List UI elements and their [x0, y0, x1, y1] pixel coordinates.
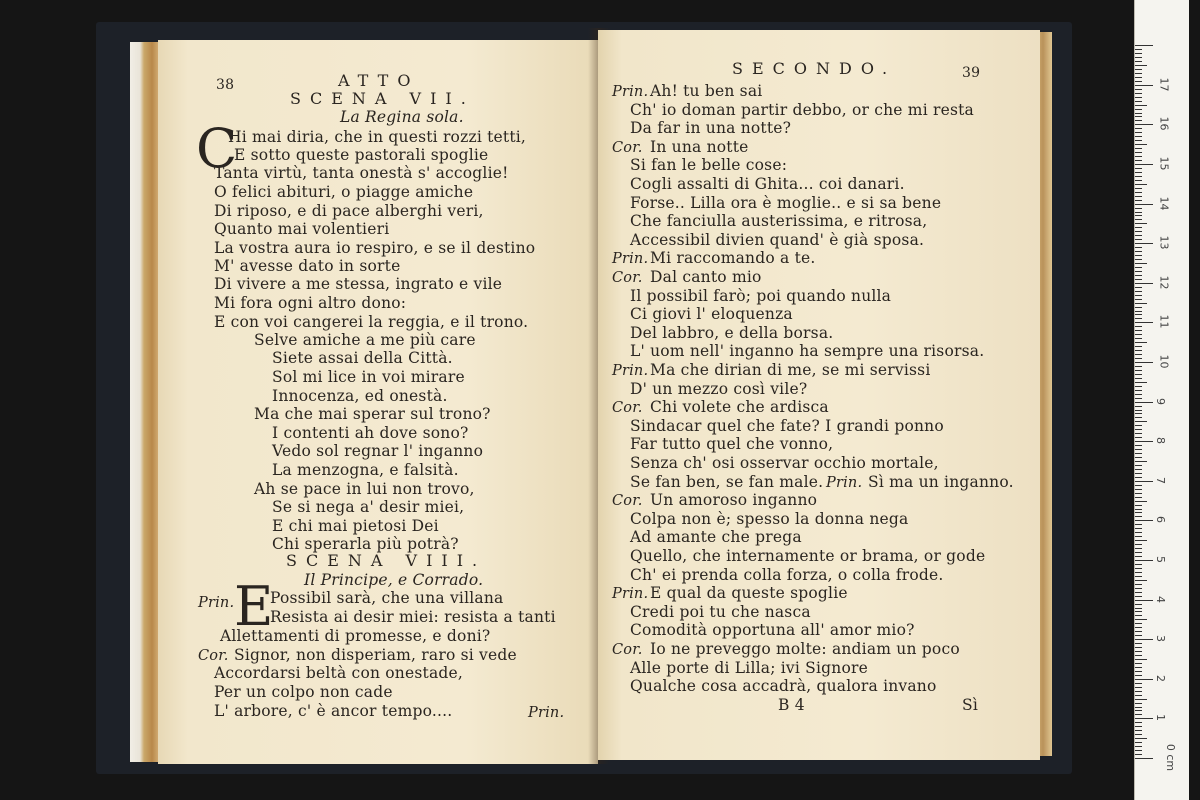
- ruler-tick: [1135, 144, 1147, 145]
- ruler-tick: [1135, 77, 1142, 78]
- ruler-tick: [1135, 148, 1142, 149]
- right-running-head: SECONDO.: [732, 59, 897, 78]
- ruler-tick: [1135, 449, 1142, 450]
- dialogue-line: Mi raccomando a te.: [650, 249, 816, 268]
- ruler-tick: [1135, 128, 1142, 129]
- ruler-tick: [1135, 687, 1142, 688]
- dialogue-line: Allettamenti di promesse, e doni?: [220, 627, 491, 645]
- ruler-tick: [1135, 746, 1142, 747]
- ruler-tick: [1135, 663, 1142, 664]
- ruler-tick: [1135, 667, 1142, 668]
- ruler-tick: [1135, 330, 1142, 331]
- ruler-label: 1: [1154, 714, 1167, 722]
- ruler-tick: [1135, 536, 1142, 537]
- ruler-tick: [1135, 750, 1142, 751]
- ruler-tick: [1135, 576, 1142, 577]
- ruler-tick: [1135, 247, 1142, 248]
- ruler-tick: [1135, 524, 1142, 525]
- verse-line: Innocenza, ed onestà.: [272, 387, 448, 405]
- ruler-tick: [1135, 623, 1142, 624]
- ruler-label: 0 cm: [1164, 743, 1178, 772]
- ruler-tick: [1135, 101, 1142, 102]
- verse-line: Se si nega a' desir miei,: [272, 498, 465, 516]
- ruler-tick: [1135, 354, 1142, 355]
- ruler-tick: [1135, 105, 1147, 106]
- ruler-tick: [1135, 394, 1142, 395]
- verse-line: I contenti ah dove sono?: [272, 424, 469, 442]
- ruler-tick: [1135, 156, 1142, 157]
- ruler-tick: [1135, 580, 1147, 581]
- verse-line: Vedo sol regnar l' inganno: [272, 442, 484, 460]
- catchword: Prin.: [528, 705, 565, 721]
- ruler-label: 4: [1154, 595, 1167, 603]
- ruler-tick: [1135, 699, 1147, 700]
- ruler-tick: [1135, 235, 1142, 236]
- ruler-tick: [1135, 596, 1142, 597]
- right-page-number: 39: [962, 65, 981, 81]
- dialogue-line: Qualche cosa accadrà, qualora invano: [630, 677, 937, 696]
- ruler-label: 10: [1157, 354, 1171, 369]
- dialogue-line: E qual da queste spoglie: [650, 584, 848, 603]
- ruler-tick: [1135, 291, 1142, 292]
- ruler-tick: [1135, 437, 1142, 438]
- speaker-label: Cor.: [612, 400, 643, 417]
- dialogue-line: Ch' io doman partir debbo, or che mi resta: [630, 100, 974, 119]
- speaker-label: Cor.: [612, 493, 643, 510]
- ruler-tick: [1135, 619, 1147, 620]
- ruler-tick: [1135, 358, 1142, 359]
- ruler-tick: [1135, 231, 1142, 232]
- ruler-tick: [1135, 89, 1142, 90]
- dialogue-line: Alle porte di Lilla; ivi Signore: [630, 658, 868, 677]
- ruler-tick: [1135, 540, 1147, 541]
- ruler-tick: [1135, 600, 1153, 601]
- ruler-tick: [1135, 635, 1142, 636]
- ruler-tick: [1135, 215, 1142, 216]
- dialogue-line: Chi volete che ardisca: [650, 398, 829, 417]
- scene7-title: SCENA VII.: [290, 89, 475, 108]
- dialogue-line: Forse.. Lilla ora è moglie.. e si sa bene: [630, 193, 942, 212]
- ruler-tick: [1135, 675, 1142, 676]
- scene8-title: SCENA VIII.: [286, 551, 487, 570]
- ruler-tick: [1135, 695, 1142, 696]
- ruler-label: 5: [1154, 556, 1167, 563]
- verse-line: E chi mai pietosi Dei: [272, 517, 439, 535]
- ruler-tick: [1135, 758, 1153, 759]
- ruler-tick: [1135, 386, 1142, 387]
- dialogue-line: Il possibil farò; poi quando nulla: [630, 286, 892, 305]
- ruler-tick: [1135, 429, 1142, 430]
- ruler-label: 11: [1157, 314, 1171, 329]
- ruler-tick: [1135, 528, 1142, 529]
- ruler-label: 7: [1154, 476, 1167, 484]
- ruler-tick: [1135, 433, 1142, 434]
- ruler-tick: [1135, 477, 1142, 478]
- ruler-tick: [1135, 611, 1142, 612]
- ruler-tick: [1135, 164, 1153, 165]
- ruler-label: 2: [1154, 674, 1167, 682]
- ruler-tick: [1135, 172, 1142, 173]
- dialogue-line: L' uom nell' inganno ha sempre una risorsa.: [630, 342, 985, 361]
- ruler-tick: [1135, 192, 1142, 193]
- ruler-tick: [1135, 322, 1153, 323]
- verse-line: Ma che mai sperar sul trono?: [254, 405, 491, 423]
- dialogue-line: Io ne preveggo molte: andiam un poco: [650, 640, 960, 658]
- speaker-label: Prin.: [612, 363, 649, 379]
- dialogue-line: Credi poi tu che nasca: [630, 602, 811, 621]
- dialogue-line: Se fan ben, se fan male.: [630, 472, 824, 491]
- speaker-label: Prin.: [612, 586, 649, 603]
- ruler-tick: [1135, 485, 1142, 486]
- ruler-tick: [1135, 647, 1142, 648]
- scene8-direction: Il Principe, e Corrado.: [304, 571, 484, 589]
- ruler-tick: [1135, 398, 1142, 399]
- ruler-tick: [1135, 465, 1142, 466]
- ruler-tick: [1135, 568, 1142, 569]
- scene7-direction: La Regina sola.: [340, 108, 464, 126]
- ruler-tick: [1135, 473, 1142, 474]
- ruler-tick: [1135, 342, 1147, 343]
- ruler-tick: [1135, 366, 1142, 367]
- ruler-tick: [1135, 69, 1142, 70]
- ruler-tick: [1135, 639, 1153, 640]
- ruler-tick: [1135, 489, 1142, 490]
- ruler-label: 3: [1154, 635, 1167, 643]
- ruler-tick: [1135, 180, 1142, 181]
- dialogue-line: L' arbore, c' è ancor tempo....: [214, 702, 453, 720]
- ruler-tick: [1135, 509, 1142, 510]
- drop-cap-e: E: [234, 575, 274, 638]
- ruler-tick: [1135, 326, 1142, 327]
- ruler-tick: [1135, 346, 1142, 347]
- verse-line: Di vivere a me stessa, ingrato e vile: [214, 275, 503, 293]
- ruler-tick: [1135, 109, 1142, 110]
- ruler-tick: [1135, 188, 1142, 189]
- verse-line: Siete assai della Città.: [272, 349, 453, 367]
- ruler-tick: [1135, 287, 1142, 288]
- ruler-tick: [1135, 362, 1153, 363]
- ruler-label: 14: [1157, 196, 1171, 211]
- dialogue-line: Signor, non disperiam, raro si vede: [234, 646, 517, 664]
- ruler-tick: [1135, 303, 1147, 304]
- dialogue-line: Del labbro, e della borsa.: [630, 323, 834, 342]
- ruler-tick: [1135, 116, 1142, 117]
- ruler-tick: [1135, 263, 1147, 264]
- ruler-tick: [1135, 61, 1142, 62]
- ruler-tick: [1135, 45, 1153, 46]
- ruler-tick: [1135, 588, 1142, 589]
- left-running-head: ATTO: [338, 71, 420, 90]
- ruler-tick: [1135, 707, 1142, 708]
- ruler-tick: [1135, 584, 1142, 585]
- ruler-tick: [1135, 299, 1142, 300]
- dialogue-line: Cogli assalti di Ghita... coi danari.: [630, 175, 905, 193]
- ruler-tick: [1135, 655, 1142, 656]
- ruler-tick: [1135, 425, 1142, 426]
- verse-line: Di riposo, e di pace alberghi veri,: [214, 202, 484, 220]
- speaker-label: Prin.: [612, 84, 649, 100]
- ruler-tick: [1135, 65, 1147, 66]
- ruler-tick: [1135, 520, 1153, 521]
- dialogue-line: Ah! tu ben sai: [650, 82, 763, 100]
- ruler-tick: [1135, 572, 1142, 573]
- ruler-tick: [1135, 679, 1153, 680]
- ruler-tick: [1135, 239, 1142, 240]
- ruler-tick: [1135, 49, 1142, 50]
- ruler-tick: [1135, 124, 1153, 125]
- ruler-tick: [1135, 453, 1142, 454]
- dialogue-line: Sindacar quel che fate? I grandi ponno: [630, 416, 944, 435]
- ruler-tick: [1135, 295, 1142, 296]
- ruler-tick: [1135, 516, 1142, 517]
- ruler-tick: [1135, 73, 1142, 74]
- ruler-tick: [1135, 160, 1142, 161]
- dialogue-line: Sì ma un inganno.: [868, 472, 1014, 491]
- ruler-tick: [1135, 259, 1142, 260]
- verse-line: Selve amiche a me più care: [254, 331, 476, 349]
- ruler-tick: [1135, 445, 1142, 446]
- dialogue-line: Per un colpo non cade: [214, 683, 393, 701]
- ruler-tick: [1135, 378, 1142, 379]
- ruler-tick: [1135, 608, 1142, 609]
- ruler-tick: [1135, 168, 1142, 169]
- dialogue-line: Accessibil divien quand' è già sposa.: [630, 230, 925, 249]
- ruler-tick: [1135, 481, 1153, 482]
- verse-line: La menzogna, e falsità.: [272, 461, 459, 479]
- ruler-tick: [1135, 441, 1153, 442]
- left-page: [158, 40, 598, 764]
- speaker-prin: Prin.: [198, 595, 235, 611]
- verse-line: Sol mi lice in voi mirare: [272, 368, 465, 386]
- ruler-tick: [1135, 615, 1142, 616]
- signature-mark: B 4: [778, 696, 805, 714]
- ruler-tick: [1135, 691, 1142, 692]
- ruler-tick: [1135, 196, 1142, 197]
- dialogue-line: Resista ai desir miei: resista a tanti: [270, 608, 556, 626]
- verse-line: Hi mai diria, che in questi rozzi tetti,: [228, 128, 527, 146]
- ruler-tick: [1135, 85, 1153, 86]
- ruler-tick: [1135, 714, 1142, 715]
- book-left-edge: [130, 42, 160, 762]
- verse-line: Quanto mai volentieri: [214, 220, 390, 238]
- ruler-tick: [1135, 208, 1142, 209]
- dialogue-line: Ci giovi l' eloquenza: [630, 305, 793, 324]
- ruler-tick: [1135, 505, 1142, 506]
- ruler-tick: [1135, 726, 1142, 727]
- ruler-tick: [1135, 275, 1142, 276]
- ruler-tick: [1135, 382, 1147, 383]
- ruler-tick: [1135, 651, 1142, 652]
- dialogue-line: Dal canto mio: [650, 268, 762, 286]
- ruler-tick: [1135, 413, 1142, 414]
- speaker-cor: Cor.: [198, 648, 229, 664]
- ruler-tick: [1135, 93, 1142, 94]
- ruler-tick: [1135, 501, 1147, 502]
- ruler-tick: [1135, 402, 1153, 403]
- ruler-tick: [1135, 271, 1142, 272]
- ruler-tick: [1135, 219, 1142, 220]
- ruler-tick: [1135, 267, 1142, 268]
- ruler-tick: [1135, 631, 1142, 632]
- ruler-tick: [1135, 742, 1142, 743]
- ruler-tick: [1135, 457, 1142, 458]
- ruler-tick: [1135, 592, 1142, 593]
- ruler-tick: [1135, 204, 1153, 205]
- measurement-ruler: [1134, 0, 1189, 800]
- ruler-tick: [1135, 200, 1142, 201]
- verse-line: Tanta virtù, tanta onestà s' accoglie!: [214, 164, 509, 182]
- ruler-tick: [1135, 251, 1142, 252]
- ruler-label: 12: [1157, 275, 1171, 290]
- dialogue-line: Ad amante che prega: [630, 528, 802, 547]
- ruler-tick: [1135, 643, 1142, 644]
- ruler-tick: [1135, 734, 1142, 735]
- ruler-tick: [1135, 318, 1142, 319]
- ruler-tick: [1135, 532, 1142, 533]
- ruler-tick: [1135, 461, 1147, 462]
- ruler-tick: [1135, 132, 1142, 133]
- ruler-tick: [1135, 703, 1142, 704]
- ruler-tick: [1135, 120, 1142, 121]
- ruler-tick: [1135, 406, 1142, 407]
- dialogue-line: Ma che dirian di me, se mi servissi: [650, 361, 931, 379]
- ruler-tick: [1135, 683, 1142, 684]
- ruler-tick: [1135, 113, 1142, 114]
- ruler-label: 15: [1157, 156, 1171, 171]
- ruler-tick: [1135, 659, 1147, 660]
- verse-line: Chi sperarla più potrà?: [272, 535, 459, 553]
- ruler-label: 9: [1154, 397, 1167, 405]
- dialogue-line: Comodità opportuna all' amor mio?: [630, 621, 915, 640]
- ruler-tick: [1135, 152, 1142, 153]
- verse-line: Ah se pace in lui non trovo,: [254, 480, 475, 498]
- ruler-tick: [1135, 334, 1142, 335]
- ruler-tick: [1135, 671, 1142, 672]
- ruler-tick: [1135, 283, 1153, 284]
- ruler-tick: [1135, 564, 1142, 565]
- dialogue-line: Un amoroso inganno: [650, 491, 818, 510]
- ruler-tick: [1135, 493, 1142, 494]
- ruler-tick: [1135, 604, 1142, 605]
- ruler-tick: [1135, 223, 1147, 224]
- ruler-tick: [1135, 560, 1153, 561]
- dialogue-line: Accordarsi beltà con onestade,: [214, 664, 464, 682]
- verse-line: M' avesse dato in sorte: [214, 257, 401, 275]
- ruler-tick: [1135, 243, 1153, 244]
- ruler-tick: [1135, 57, 1142, 58]
- ruler-label: 16: [1157, 116, 1171, 131]
- ruler-tick: [1135, 469, 1142, 470]
- ruler-tick: [1135, 390, 1142, 391]
- ruler-tick: [1135, 417, 1142, 418]
- ruler-tick: [1135, 710, 1142, 711]
- ruler-tick: [1135, 722, 1142, 723]
- ruler-tick: [1135, 374, 1142, 375]
- verse-line: La vostra aura io respiro, e se il destino: [214, 239, 536, 257]
- verse-line: E sotto queste pastorali spoglie: [234, 146, 489, 164]
- dialogue-line: Che fanciulla austerissima, e ritrosa,: [630, 212, 928, 231]
- verse-line: Mi fora ogni altro dono:: [214, 294, 407, 312]
- dialogue-line: Possibil sarà, che una villana: [270, 589, 504, 607]
- ruler-tick: [1135, 421, 1147, 422]
- ruler-tick: [1135, 212, 1142, 213]
- ruler-label: 13: [1157, 235, 1171, 250]
- ruler-tick: [1135, 548, 1142, 549]
- ruler-tick: [1135, 255, 1142, 256]
- ruler-tick: [1135, 730, 1142, 731]
- ruler-label: 8: [1154, 437, 1167, 445]
- ruler-tick: [1135, 370, 1142, 371]
- drop-cap-c: C: [196, 117, 238, 180]
- ruler-tick: [1135, 512, 1142, 513]
- dialogue-line: Ch' ei prenda colla forza, o colla frode.: [630, 565, 944, 584]
- ruler-label: 17: [1157, 77, 1171, 92]
- ruler-tick: [1135, 53, 1142, 54]
- dialogue-line: Far tutto quel che vonno,: [630, 435, 834, 454]
- ruler-tick: [1135, 314, 1142, 315]
- ruler-tick: [1135, 81, 1142, 82]
- ruler-tick: [1135, 350, 1142, 351]
- verse-line: O felici abituri, o piagge amiche: [214, 183, 474, 201]
- ruler-tick: [1135, 552, 1142, 553]
- ruler-tick: [1135, 410, 1142, 411]
- verse-line: E con voi cangerei la reggia, e il trono.: [214, 313, 529, 331]
- speaker-label: Prin.: [826, 474, 863, 491]
- ruler-tick: [1135, 738, 1147, 739]
- ruler-tick: [1135, 307, 1142, 308]
- ruler-tick: [1135, 136, 1142, 137]
- ruler-tick: [1135, 184, 1147, 185]
- speaker-label: Cor.: [612, 642, 643, 658]
- ruler-tick: [1135, 311, 1142, 312]
- ruler-tick: [1135, 497, 1142, 498]
- dialogue-line: Si fan le belle cose:: [630, 156, 788, 175]
- dialogue-line: D' un mezzo così vile?: [630, 379, 808, 398]
- ruler-tick: [1135, 754, 1142, 755]
- right-page: [598, 30, 1040, 760]
- speaker-label: Cor.: [612, 270, 643, 286]
- ruler-tick: [1135, 227, 1142, 228]
- left-page-number: 38: [216, 77, 235, 93]
- ruler-label: 6: [1154, 516, 1167, 524]
- ruler-tick: [1135, 718, 1153, 719]
- ruler-tick: [1135, 556, 1142, 557]
- dialogue-line: Quello, che internamente or brama, or gode: [630, 547, 986, 565]
- ruler-tick: [1135, 140, 1142, 141]
- ruler-tick: [1135, 627, 1142, 628]
- ruler-tick: [1135, 544, 1142, 545]
- ruler-tick: [1135, 338, 1142, 339]
- ruler-tick: [1135, 279, 1142, 280]
- speaker-label: Cor.: [612, 139, 643, 156]
- dialogue-line: Senza ch' osi osservar occhio mortale,: [630, 454, 939, 472]
- speaker-label: Prin.: [612, 251, 649, 268]
- dialogue-line: Da far in una notte?: [630, 119, 792, 138]
- catchword: Sì: [962, 696, 978, 714]
- dialogue-line: Colpa non è; spesso la donna nega: [630, 509, 909, 528]
- dialogue-line: In una notte: [650, 137, 749, 156]
- ruler-tick: [1135, 97, 1142, 98]
- ruler-tick: [1135, 176, 1142, 177]
